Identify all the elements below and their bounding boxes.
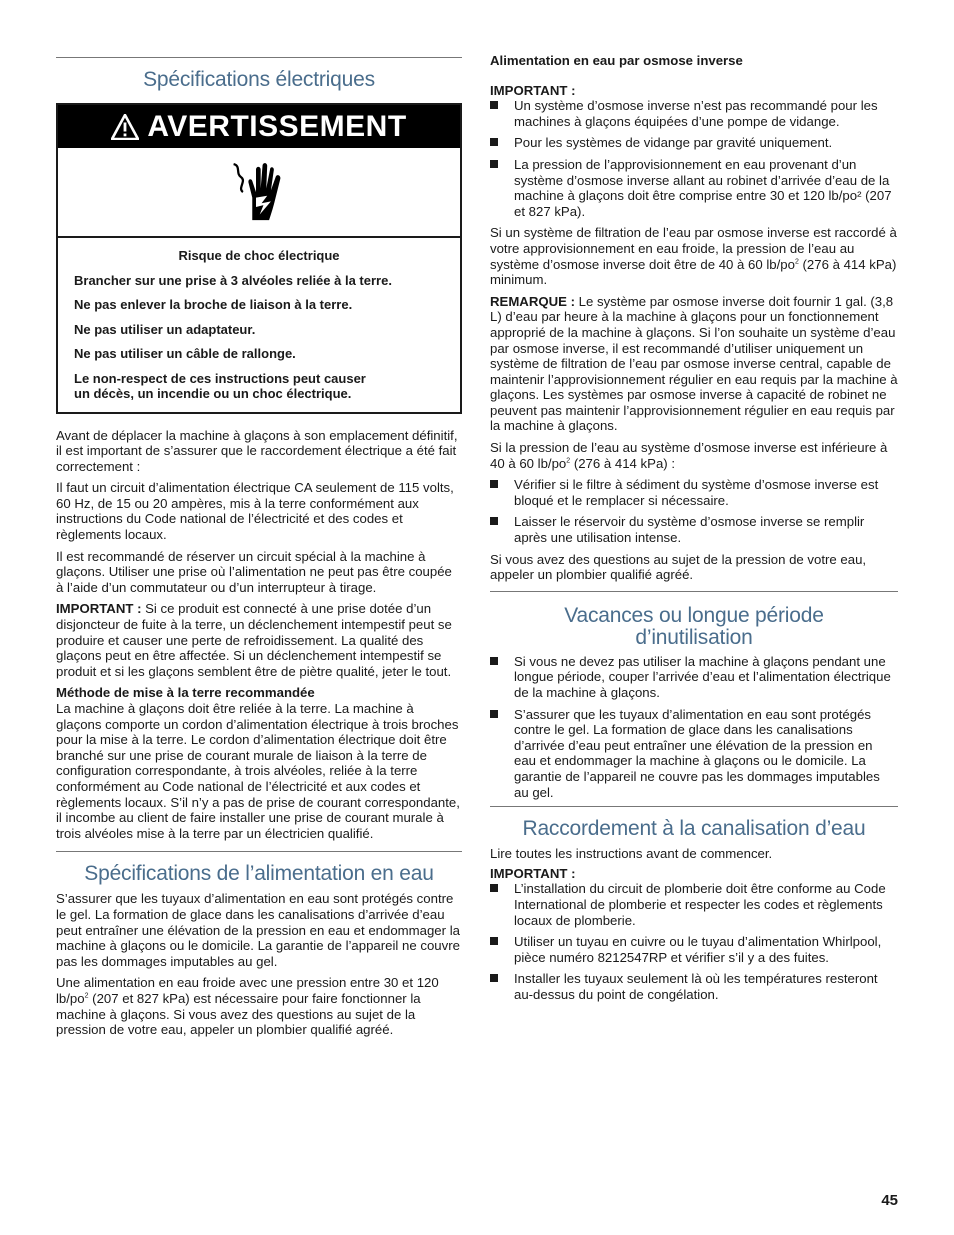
list-item-text: S’assurer que les tuyaux d’alimentation en eau sont protégés contre le gel. La formation de glace dans les canalisations d’arrivée d’eau peut entraîner une élévation de la pression en eau et endommager la machine à glaçons ou le domicile. La garantie de l’appareil ne couvre pas les dommages imputables au gel. [514, 706, 880, 800]
water-connection-heading: Raccordement à la canalisation d’eau [522, 817, 866, 841]
body-paragraph [490, 440, 898, 471]
text-span: (207 et 827 kPa) est nécessaire pour faire fonctionner la machine à glaçons. Si vous avez des questions au sujet de la pression de votre eau, appeler un plombier qualifié agréé. [56, 990, 421, 1038]
list-item [490, 135, 898, 151]
list-item [490, 881, 898, 928]
grounding-paragraph: La machine à glaçons doit être reliée à la terre. La machine à glaçons comporte un cordon d’alimentation électrique à trois broches pour la mise à la terre. Le cordon d’alimentation électrique doit être branché sur une prise de courant murale de liaison à la terre de configuration correspondante, à trois alvéoles, reliée à la terre conformément au Code national de l’électricité et aux codes et règlements locaux. S’il n’y a pas de prise de courant correspondante, il incombe au client de faire installer une prise de courant murale à trois alvéoles mise à la terre par un électricien qualifié. [56, 701, 460, 841]
note-text: Le système par osmose inverse doit fournir 1 gal. (3,8 L) d’eau par heure à la machine à glaçons pour un fonctionnement approprié de la machine à glaçons. Si l’on souhaite un système d’eau par osmose inverse, il est recommandé d’utiliser uniquement un système de filtration de l’eau par osmose inverse central, capable de maintenir l’approvisionnement régulier en eau requis par la machine à glaçons. Les systèmes par osmose inverse à capacité de robinet ne peuvent pas maintenir l’approvisionnement régulier en eau requis par la machine à glaçons. [490, 293, 898, 434]
vacation-heading [490, 605, 898, 649]
section-divider [56, 57, 462, 58]
section-divider [56, 851, 462, 852]
list-item-text: Un système d’osmose inverse n’est pas recommandé pour les machines à glaçons équipées d’une pompe de vidange. [514, 98, 878, 129]
grounding-subheading: Méthode de mise à la terre recommandée [56, 685, 315, 701]
body-paragraph: Avant de déplacer la machine à glaçons à son emplacement définitif, il est important de s’assurer que le raccordement électrique a été fait correctement : [56, 427, 458, 474]
water-connection-list [490, 881, 898, 1002]
square-bullet-icon [490, 480, 498, 488]
square-bullet-icon [490, 937, 498, 945]
list-item [490, 934, 898, 965]
warning-icon-area [58, 148, 460, 238]
square-bullet-icon [490, 138, 498, 146]
square-bullet-icon [490, 657, 498, 665]
list-item [490, 157, 898, 219]
text-span: Si un système de filtration de l’eau par osmose inverse est raccordé à votre approvisionnement en eau froide, la pression de l’eau au système d’osmose inverse doit être de 40 à 60 lb/po [490, 225, 897, 272]
text-span: (276 à 414 kPa) minimum. [490, 256, 897, 288]
section-divider [490, 806, 898, 807]
list-item-text: Vérifier si le filtre à sédiment du système d’osmose inverse est bloqué et le remplacer si nécessaire. [514, 477, 879, 508]
warning-box [56, 103, 462, 414]
text-span: Une alimentation en eau froide avec une pression entre 30 et 120 lb/po [56, 975, 439, 1006]
text-span: Si la pression de l’eau au système d’osmose inverse est inférieure à 40 à 60 lb/po [490, 440, 888, 471]
square-bullet-icon [490, 160, 498, 168]
important-label: IMPORTANT : [490, 82, 576, 98]
body-paragraph: Lire toutes les instructions avant de commencer. [490, 846, 773, 862]
vacation-list [490, 654, 898, 800]
body-paragraph: Il faut un circuit d’alimentation électrique CA seulement de 115 volts, 60 Hz, de 15 ou 20 ampères, mis à la terre conformément aux instructions du Code national de l’électricité et des codes et règlements locaux. [56, 480, 454, 543]
list-item [490, 707, 898, 801]
superscript: 2 [794, 258, 799, 266]
warning-line: Ne pas enlever la broche de liaison à la terre. [74, 297, 353, 312]
warning-label: AVERTISSEMENT [147, 109, 407, 143]
list-item [490, 98, 898, 129]
vacation-heading-line: Vacances ou longue période [564, 603, 824, 627]
body-paragraph [56, 975, 462, 1037]
note-paragraph [490, 294, 898, 434]
body-paragraph: Si vous avez des questions au sujet de la pression de votre eau, appeler un plombier qualifié agréé. [490, 551, 867, 583]
list-item-text: Laisser le réservoir du système d’osmose inverse se remplir après une utilisation intense. [514, 514, 865, 546]
text-span: (276 à 414 kPa) : [570, 455, 676, 471]
list-item-text: Utiliser un tuyau en cuivre ou le tuyau d’alimentation Whirlpool, pièce numéro 8212547RP et vérifier s’il y a des fuites. [514, 934, 882, 965]
list-item [490, 971, 898, 1002]
square-bullet-icon [490, 974, 498, 982]
important-paragraph [56, 601, 462, 679]
section-divider [490, 591, 898, 592]
body-paragraph: S’assurer que les tuyaux d’alimentation en eau sont protégés contre le gel. La formation de glace dans les canalisations d’arrivée d’eau peut entraîner une élévation de la pression en eau et endommager la machine à glaçons ou le domicile. La garantie de l’appareil ne couvre pas les dommages imputables au gel. [56, 891, 460, 969]
superscript: 2 [566, 457, 571, 465]
list-item [490, 654, 898, 701]
list-item-text: La pression de l’approvisionnement en eau provenant d’un système d’osmose inverse allant au robinet d’arrivée d’eau de la machine à glaçons doit être comprise entre 30 et 120 lb/po² (207 et 827 kPa). [514, 156, 892, 219]
list-item [490, 514, 898, 545]
ro-list [490, 98, 898, 219]
list-item [490, 477, 898, 508]
square-bullet-icon [490, 101, 498, 109]
list-item-text: Installer les tuyaux seulement là où les températures resteront au-dessus du point de congélation. [514, 971, 878, 1002]
important-label: IMPORTANT : [56, 601, 142, 617]
warning-line: Ne pas utiliser un adaptateur. [74, 321, 256, 337]
warning-line: Ne pas utiliser un câble de rallonge. [74, 346, 296, 361]
important-text: Si ce produit est connecté à une prise dotée d’un disjoncteur de fuite à la terre, un déclenchement intempestif peut se produire et causer une perte de refroidissement. La qualité des glaçons peut en être affectée. Si un déclenchement intempestif se produit et si les glaçons semblent être de piètre qualité, jeter le tout. [56, 601, 452, 679]
warning-text [58, 238, 460, 412]
list-item-text: Pour les systèmes de vidange par gravité uniquement. [514, 135, 833, 151]
ro-subheading: Alimentation en eau par osmose inverse [490, 53, 743, 68]
electric-shock-hand-icon [228, 160, 284, 226]
vacation-heading-line: d’inutilisation [635, 625, 753, 649]
warning-line: Le non-respect de ces instructions peut causer [74, 370, 366, 386]
square-bullet-icon [490, 517, 498, 525]
ro-pressure-list [490, 477, 898, 545]
note-label: REMARQUE : [490, 293, 575, 309]
electrical-specs-heading: Spécifications électriques [143, 68, 375, 91]
body-paragraph: Il est recommandé de réserver un circuit spécial à la machine à glaçons. Utiliser une prise où l’alimentation ne peut pas être coupée à l’aide d’un commutateur ou d’un interrupteur à tirage. [56, 548, 452, 595]
left-column [56, 0, 462, 1038]
warning-line: Brancher sur une prise à 3 alvéoles reliée à la terre. [74, 272, 392, 288]
right-column [490, 0, 898, 1009]
warning-line: Risque de choc électrique [178, 248, 340, 263]
square-bullet-icon [490, 884, 498, 892]
water-specs-heading: Spécifications de l’alimentation en eau [84, 862, 434, 886]
warning-line: un décès, un incendie ou un choc électrique. [74, 386, 352, 401]
square-bullet-icon [490, 710, 498, 718]
body-paragraph [490, 225, 898, 287]
page-number: 45 [881, 1192, 898, 1209]
warning-header [58, 105, 460, 148]
list-item-text: Si vous ne devez pas utiliser la machine à glaçons pendant une longue période, couper l’arrivée d’eau et l’alimentation électrique de la machine à glaçons. [514, 653, 891, 700]
superscript: 2 [84, 992, 89, 1000]
important-label: IMPORTANT : [490, 865, 576, 881]
list-item-text: L’installation du circuit de plomberie doit être conforme au Code International de plomberie et respecter les codes et règlements locaux de plomberie. [514, 881, 886, 928]
warning-triangle-icon [111, 114, 139, 140]
